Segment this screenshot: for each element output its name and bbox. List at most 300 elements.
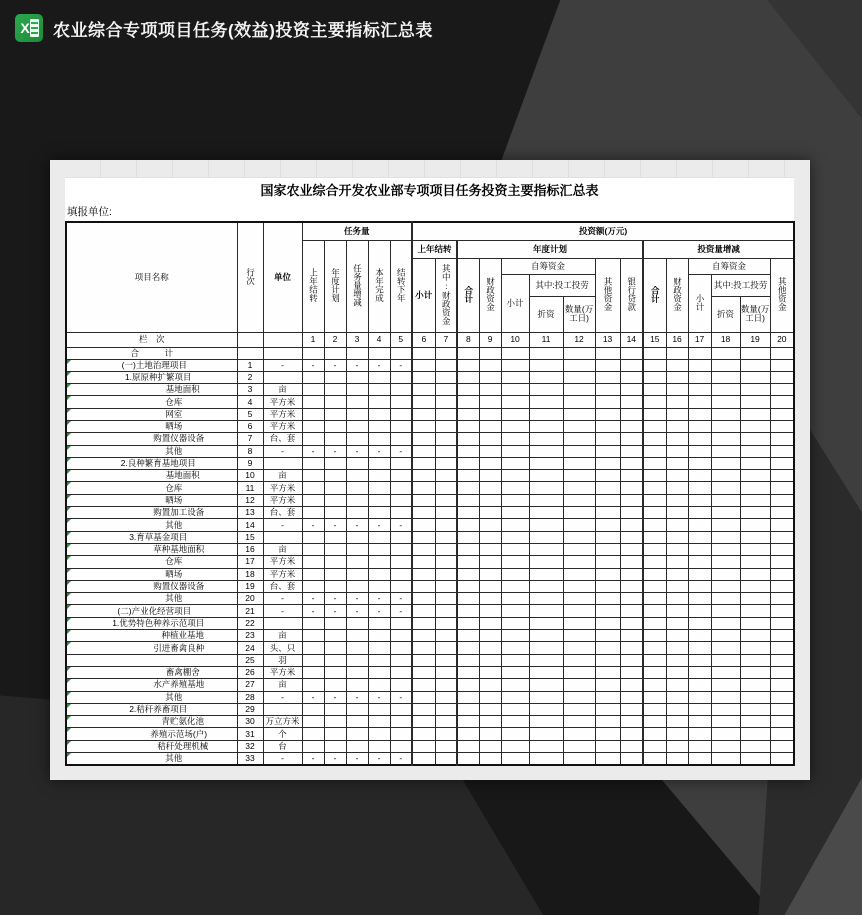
value-cell bbox=[390, 371, 412, 383]
value-cell bbox=[412, 433, 435, 445]
project-name-cell: (二)产业化经营项目 bbox=[66, 605, 237, 617]
value-cell bbox=[666, 420, 688, 432]
value-cell bbox=[740, 580, 770, 592]
value-cell bbox=[390, 716, 412, 728]
value-cell bbox=[711, 470, 740, 482]
cell-error-marker-icon bbox=[67, 544, 71, 548]
value-cell bbox=[620, 580, 643, 592]
value-cell bbox=[643, 679, 666, 691]
value-cell bbox=[688, 371, 711, 383]
column-number: 9 bbox=[479, 332, 501, 347]
value-cell bbox=[302, 556, 324, 568]
row-number-cell: 17 bbox=[237, 556, 263, 568]
value-cell bbox=[368, 617, 390, 629]
value-cell bbox=[643, 630, 666, 642]
value-cell bbox=[501, 753, 529, 765]
value-cell bbox=[346, 482, 368, 494]
value-cell bbox=[563, 605, 595, 617]
value-cell bbox=[666, 445, 688, 457]
column-number: 10 bbox=[501, 332, 529, 347]
row-number-cell: 29 bbox=[237, 703, 263, 715]
value-cell bbox=[688, 630, 711, 642]
value-cell: - bbox=[324, 593, 346, 605]
table-row bbox=[66, 716, 794, 728]
grand-total-label: 合 计 bbox=[66, 347, 237, 359]
value-cell bbox=[563, 396, 595, 408]
empty-cell bbox=[237, 347, 263, 359]
value-cell bbox=[479, 507, 501, 519]
value-cell bbox=[390, 494, 412, 506]
value-cell bbox=[529, 543, 563, 555]
value-cell bbox=[412, 679, 435, 691]
value-cell bbox=[479, 617, 501, 629]
value-cell bbox=[435, 593, 457, 605]
value-cell bbox=[595, 531, 620, 543]
value-cell bbox=[740, 605, 770, 617]
value-cell bbox=[620, 630, 643, 642]
value-cell bbox=[643, 642, 666, 654]
empty-cell bbox=[390, 347, 412, 359]
value-cell bbox=[435, 691, 457, 703]
value-cell bbox=[457, 408, 479, 420]
value-cell bbox=[711, 519, 740, 531]
value-cell bbox=[740, 679, 770, 691]
header-task-annual-plan: 年度计划 bbox=[324, 240, 346, 332]
row-number-cell: 33 bbox=[237, 753, 263, 765]
value-cell bbox=[711, 703, 740, 715]
header-incl-fiscal-prev: 其中:财政资金 bbox=[435, 258, 457, 332]
value-cell bbox=[346, 666, 368, 678]
value-cell bbox=[620, 543, 643, 555]
value-cell bbox=[346, 543, 368, 555]
value-cell bbox=[302, 617, 324, 629]
value-cell bbox=[688, 482, 711, 494]
value-cell: - bbox=[302, 691, 324, 703]
value-cell bbox=[666, 666, 688, 678]
value-cell bbox=[595, 568, 620, 580]
value-cell bbox=[412, 384, 435, 396]
value-cell bbox=[643, 728, 666, 740]
empty-cell bbox=[501, 347, 529, 359]
value-cell bbox=[711, 617, 740, 629]
value-cell bbox=[595, 494, 620, 506]
value-cell bbox=[529, 445, 563, 457]
value-cell bbox=[479, 630, 501, 642]
project-name-cell: 草种基地面积 bbox=[66, 543, 237, 555]
value-cell bbox=[666, 494, 688, 506]
cell-error-marker-icon bbox=[67, 372, 71, 376]
value-cell bbox=[479, 408, 501, 420]
value-cell bbox=[324, 703, 346, 715]
value-cell: - bbox=[390, 519, 412, 531]
header-task-prev-carryover: 上年结转 bbox=[302, 240, 324, 332]
value-cell bbox=[595, 679, 620, 691]
value-cell bbox=[620, 679, 643, 691]
value-cell bbox=[595, 753, 620, 765]
value-cell bbox=[390, 384, 412, 396]
value-cell bbox=[302, 371, 324, 383]
value-cell bbox=[770, 507, 794, 519]
value-cell bbox=[346, 642, 368, 654]
value-cell bbox=[368, 482, 390, 494]
value-cell bbox=[390, 666, 412, 678]
value-cell bbox=[595, 408, 620, 420]
value-cell bbox=[412, 728, 435, 740]
value-cell bbox=[666, 654, 688, 666]
table-row bbox=[66, 740, 794, 752]
value-cell bbox=[688, 494, 711, 506]
value-cell bbox=[770, 494, 794, 506]
value-cell bbox=[412, 543, 435, 555]
value-cell bbox=[620, 617, 643, 629]
value-cell bbox=[368, 384, 390, 396]
empty-cell bbox=[346, 347, 368, 359]
value-cell bbox=[324, 666, 346, 678]
value-cell bbox=[479, 679, 501, 691]
project-name-cell: 青贮氨化池 bbox=[66, 716, 237, 728]
project-name-cell: 购置仪器设备 bbox=[66, 433, 237, 445]
cell-error-marker-icon bbox=[67, 716, 71, 720]
column-number: 1 bbox=[302, 332, 324, 347]
value-cell bbox=[479, 470, 501, 482]
unit-cell: 平方米 bbox=[263, 666, 302, 678]
value-cell bbox=[740, 433, 770, 445]
value-cell bbox=[563, 580, 595, 592]
value-cell bbox=[346, 396, 368, 408]
project-name-cell: 1.原原种扩繁项目 bbox=[66, 371, 237, 383]
value-cell bbox=[479, 642, 501, 654]
value-cell bbox=[740, 482, 770, 494]
value-cell bbox=[643, 556, 666, 568]
value-cell bbox=[457, 457, 479, 469]
value-cell bbox=[501, 740, 529, 752]
value-cell bbox=[620, 654, 643, 666]
value-cell bbox=[412, 630, 435, 642]
value-cell bbox=[643, 691, 666, 703]
value-cell bbox=[666, 556, 688, 568]
value-cell bbox=[563, 666, 595, 678]
value-cell bbox=[740, 543, 770, 555]
value-cell bbox=[479, 482, 501, 494]
value-cell bbox=[711, 630, 740, 642]
value-cell bbox=[435, 753, 457, 765]
table-row bbox=[66, 593, 794, 605]
value-cell bbox=[563, 494, 595, 506]
value-cell: - bbox=[302, 593, 324, 605]
column-number: 5 bbox=[390, 332, 412, 347]
fill-unit-row[interactable] bbox=[65, 203, 794, 221]
value-cell: - bbox=[390, 445, 412, 457]
value-cell bbox=[563, 654, 595, 666]
value-cell bbox=[666, 371, 688, 383]
value-cell bbox=[390, 728, 412, 740]
row-number-cell: 30 bbox=[237, 716, 263, 728]
value-cell bbox=[563, 703, 595, 715]
unit-cell: - bbox=[263, 359, 302, 371]
value-cell bbox=[770, 371, 794, 383]
project-name-cell: 基地面积 bbox=[66, 470, 237, 482]
value-cell bbox=[324, 556, 346, 568]
value-cell bbox=[711, 507, 740, 519]
column-number: 16 bbox=[666, 332, 688, 347]
value-cell bbox=[595, 457, 620, 469]
value-cell bbox=[620, 703, 643, 715]
value-cell bbox=[390, 568, 412, 580]
value-cell bbox=[688, 593, 711, 605]
value-cell bbox=[643, 593, 666, 605]
empty-cell bbox=[711, 347, 740, 359]
value-cell bbox=[324, 420, 346, 432]
value-cell bbox=[501, 359, 529, 371]
value-cell: - bbox=[390, 593, 412, 605]
value-cell bbox=[529, 630, 563, 642]
table-row bbox=[66, 507, 794, 519]
value-cell bbox=[457, 371, 479, 383]
project-name-cell: 晒场 bbox=[66, 568, 237, 580]
value-cell bbox=[595, 384, 620, 396]
value-cell bbox=[346, 371, 368, 383]
value-cell bbox=[529, 593, 563, 605]
unit-cell bbox=[263, 703, 302, 715]
value-cell bbox=[666, 482, 688, 494]
cell-error-marker-icon bbox=[67, 605, 71, 609]
unit-cell: 亩 bbox=[263, 543, 302, 555]
value-cell bbox=[740, 617, 770, 629]
value-cell bbox=[688, 728, 711, 740]
value-cell: - bbox=[346, 691, 368, 703]
value-cell bbox=[501, 445, 529, 457]
table-row bbox=[66, 728, 794, 740]
value-cell bbox=[770, 605, 794, 617]
value-cell bbox=[346, 740, 368, 752]
value-cell: - bbox=[324, 445, 346, 457]
value-cell bbox=[595, 482, 620, 494]
value-cell bbox=[688, 666, 711, 678]
value-cell bbox=[563, 630, 595, 642]
value-cell bbox=[457, 445, 479, 457]
value-cell bbox=[501, 679, 529, 691]
table-row bbox=[66, 408, 794, 420]
value-cell bbox=[412, 703, 435, 715]
value-cell bbox=[479, 580, 501, 592]
value-cell bbox=[302, 716, 324, 728]
value-cell: - bbox=[368, 359, 390, 371]
excel-icon bbox=[15, 14, 43, 42]
value-cell bbox=[412, 494, 435, 506]
value-cell bbox=[412, 642, 435, 654]
value-cell bbox=[740, 445, 770, 457]
value-cell bbox=[563, 384, 595, 396]
value-cell bbox=[620, 531, 643, 543]
value-cell bbox=[770, 593, 794, 605]
value-cell bbox=[435, 408, 457, 420]
project-name-cell: 晒场 bbox=[66, 494, 237, 506]
value-cell bbox=[770, 740, 794, 752]
value-cell bbox=[595, 728, 620, 740]
row-number-cell: 9 bbox=[237, 457, 263, 469]
unit-cell: 台、套 bbox=[263, 433, 302, 445]
value-cell bbox=[740, 384, 770, 396]
value-cell bbox=[666, 740, 688, 752]
value-cell bbox=[529, 654, 563, 666]
row-number-cell: 1 bbox=[237, 359, 263, 371]
value-cell bbox=[770, 716, 794, 728]
value-cell bbox=[368, 396, 390, 408]
value-cell bbox=[740, 753, 770, 765]
value-cell bbox=[479, 384, 501, 396]
row-number-cell: 6 bbox=[237, 420, 263, 432]
value-cell bbox=[595, 580, 620, 592]
header-fiscal-plan: 财政资金 bbox=[479, 258, 501, 332]
value-cell bbox=[688, 753, 711, 765]
excel-x-glyph: X bbox=[20, 20, 30, 36]
value-cell bbox=[501, 617, 529, 629]
value-cell bbox=[620, 642, 643, 654]
value-cell bbox=[740, 728, 770, 740]
table-row bbox=[66, 753, 794, 765]
project-name-cell: 1.优势特色种养示范项目 bbox=[66, 617, 237, 629]
unit-cell: 台、套 bbox=[263, 580, 302, 592]
value-cell: - bbox=[346, 605, 368, 617]
row-number-cell: 28 bbox=[237, 691, 263, 703]
empty-cell bbox=[324, 347, 346, 359]
value-cell bbox=[711, 384, 740, 396]
value-cell bbox=[688, 580, 711, 592]
value-cell bbox=[435, 445, 457, 457]
value-cell bbox=[770, 556, 794, 568]
spreadsheet[interactable] bbox=[50, 160, 810, 780]
header-row-no: 行次 bbox=[237, 222, 263, 332]
value-cell bbox=[620, 507, 643, 519]
value-cell bbox=[501, 642, 529, 654]
unit-cell: 个 bbox=[263, 728, 302, 740]
value-cell bbox=[435, 679, 457, 691]
value-cell bbox=[324, 396, 346, 408]
header-invest-change: 投资量增减 bbox=[643, 240, 794, 258]
value-cell bbox=[479, 420, 501, 432]
value-cell bbox=[643, 753, 666, 765]
row-number-cell: 12 bbox=[237, 494, 263, 506]
project-name-cell: 购置仪器设备 bbox=[66, 580, 237, 592]
value-cell bbox=[666, 507, 688, 519]
value-cell: - bbox=[302, 359, 324, 371]
value-cell bbox=[501, 531, 529, 543]
value-cell bbox=[770, 568, 794, 580]
value-cell bbox=[412, 371, 435, 383]
cell-error-marker-icon bbox=[67, 360, 71, 364]
project-name-cell: 种植业基地 bbox=[66, 630, 237, 642]
value-cell bbox=[666, 519, 688, 531]
table-row bbox=[66, 679, 794, 691]
value-cell bbox=[688, 691, 711, 703]
value-cell bbox=[595, 691, 620, 703]
value-cell: - bbox=[368, 605, 390, 617]
value-cell bbox=[529, 679, 563, 691]
value-cell: - bbox=[368, 593, 390, 605]
table-row bbox=[66, 371, 794, 383]
value-cell bbox=[501, 716, 529, 728]
value-cell bbox=[479, 396, 501, 408]
value-cell bbox=[302, 679, 324, 691]
value-cell bbox=[368, 556, 390, 568]
value-cell bbox=[368, 371, 390, 383]
value-cell bbox=[643, 470, 666, 482]
empty-cell bbox=[688, 347, 711, 359]
value-cell bbox=[595, 396, 620, 408]
value-cell bbox=[688, 396, 711, 408]
value-cell bbox=[620, 691, 643, 703]
value-cell bbox=[302, 630, 324, 642]
unit-cell: 平方米 bbox=[263, 396, 302, 408]
title-bar bbox=[0, 0, 862, 56]
value-cell bbox=[390, 617, 412, 629]
value-cell bbox=[643, 580, 666, 592]
value-cell bbox=[711, 556, 740, 568]
value-cell bbox=[711, 531, 740, 543]
header-fiscal-change: 财政资金 bbox=[666, 258, 688, 332]
value-cell bbox=[324, 507, 346, 519]
value-cell bbox=[346, 679, 368, 691]
value-cell bbox=[563, 740, 595, 752]
value-cell bbox=[457, 605, 479, 617]
value-cell bbox=[595, 617, 620, 629]
value-cell bbox=[457, 359, 479, 371]
value-cell bbox=[666, 728, 688, 740]
value-cell bbox=[346, 408, 368, 420]
value-cell bbox=[368, 507, 390, 519]
value-cell: - bbox=[302, 605, 324, 617]
value-cell bbox=[435, 359, 457, 371]
unit-cell: - bbox=[263, 593, 302, 605]
value-cell bbox=[346, 654, 368, 666]
value-cell bbox=[479, 519, 501, 531]
table-row bbox=[66, 457, 794, 469]
value-cell bbox=[711, 420, 740, 432]
cell-error-marker-icon bbox=[67, 667, 71, 671]
value-cell bbox=[563, 642, 595, 654]
cell-error-marker-icon bbox=[67, 692, 71, 696]
column-number: 20 bbox=[770, 332, 794, 347]
value-cell: - bbox=[390, 753, 412, 765]
table-row bbox=[66, 691, 794, 703]
header-labor-discount-change: 折资 bbox=[711, 296, 740, 332]
value-cell bbox=[501, 666, 529, 678]
header-annual-plan: 年度计划 bbox=[457, 240, 643, 258]
column-number: 15 bbox=[643, 332, 666, 347]
value-cell bbox=[324, 642, 346, 654]
value-cell bbox=[620, 396, 643, 408]
value-cell bbox=[711, 580, 740, 592]
value-cell bbox=[688, 507, 711, 519]
value-cell bbox=[501, 420, 529, 432]
value-cell bbox=[529, 396, 563, 408]
value-cell bbox=[563, 593, 595, 605]
project-name-cell: 养殖示范场(户) bbox=[66, 728, 237, 740]
header-labor-qty-plan: 数量(万工日) bbox=[563, 296, 595, 332]
value-cell bbox=[666, 384, 688, 396]
value-cell bbox=[368, 470, 390, 482]
row-number-cell: 8 bbox=[237, 445, 263, 457]
value-cell bbox=[563, 445, 595, 457]
cell-error-marker-icon bbox=[67, 630, 71, 634]
value-cell bbox=[688, 617, 711, 629]
value-cell bbox=[324, 630, 346, 642]
value-cell bbox=[457, 753, 479, 765]
value-cell bbox=[740, 568, 770, 580]
value-cell bbox=[740, 457, 770, 469]
value-cell bbox=[529, 433, 563, 445]
unit-cell: 亩 bbox=[263, 384, 302, 396]
